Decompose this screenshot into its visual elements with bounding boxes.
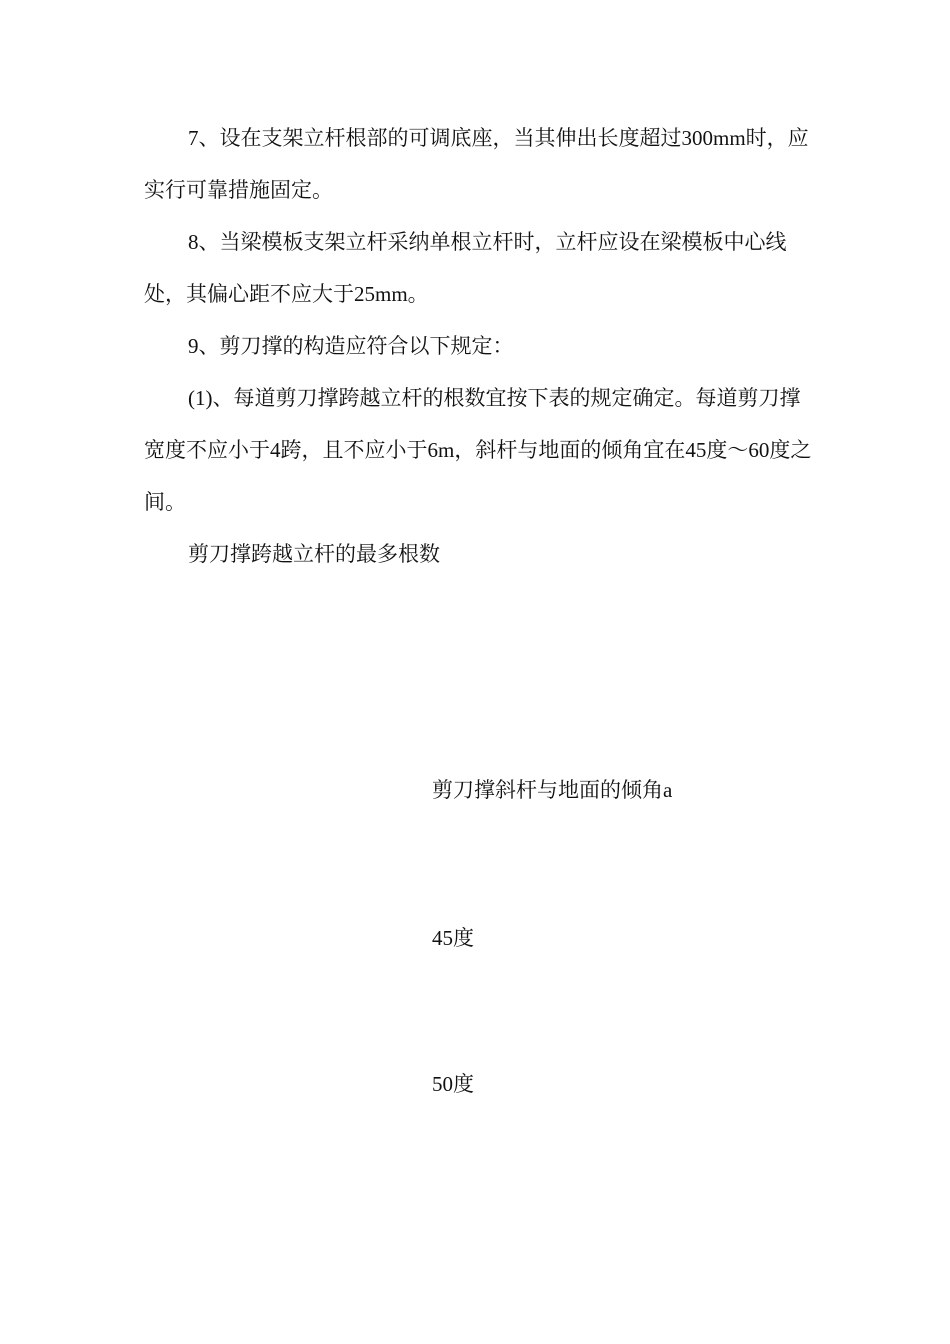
table-row-45-degrees: 45度 bbox=[432, 926, 474, 950]
paragraph-item-8: 8、当梁模板支架立杆采纳单根立杆时，立杆应设在梁模板中心线处，其偏心距不应大于25mm。 bbox=[144, 230, 787, 306]
paragraph-item-9: 9、剪刀撑的构造应符合以下规定： bbox=[188, 334, 514, 358]
paragraph-item-7: 7、设在支架立杆根部的可调底座，当其伸出长度超过300mm时，应实行可靠措施固定。 bbox=[144, 126, 809, 202]
table-row-50-degrees: 50度 bbox=[432, 1072, 474, 1096]
table-column-header-angle: 剪刀撑斜杆与地面的倾角a bbox=[432, 778, 673, 802]
paragraph-subitem-9-1: (1)、每道剪刀撑跨越立杆的根数宜按下表的规定确定。每道剪刀撑宽度不应小于4跨，且不应小于6m，斜杆与地面的倾角宜在45度～60度之间。 bbox=[144, 386, 812, 514]
table-caption: 剪刀撑跨越立杆的最多根数 bbox=[188, 542, 440, 566]
